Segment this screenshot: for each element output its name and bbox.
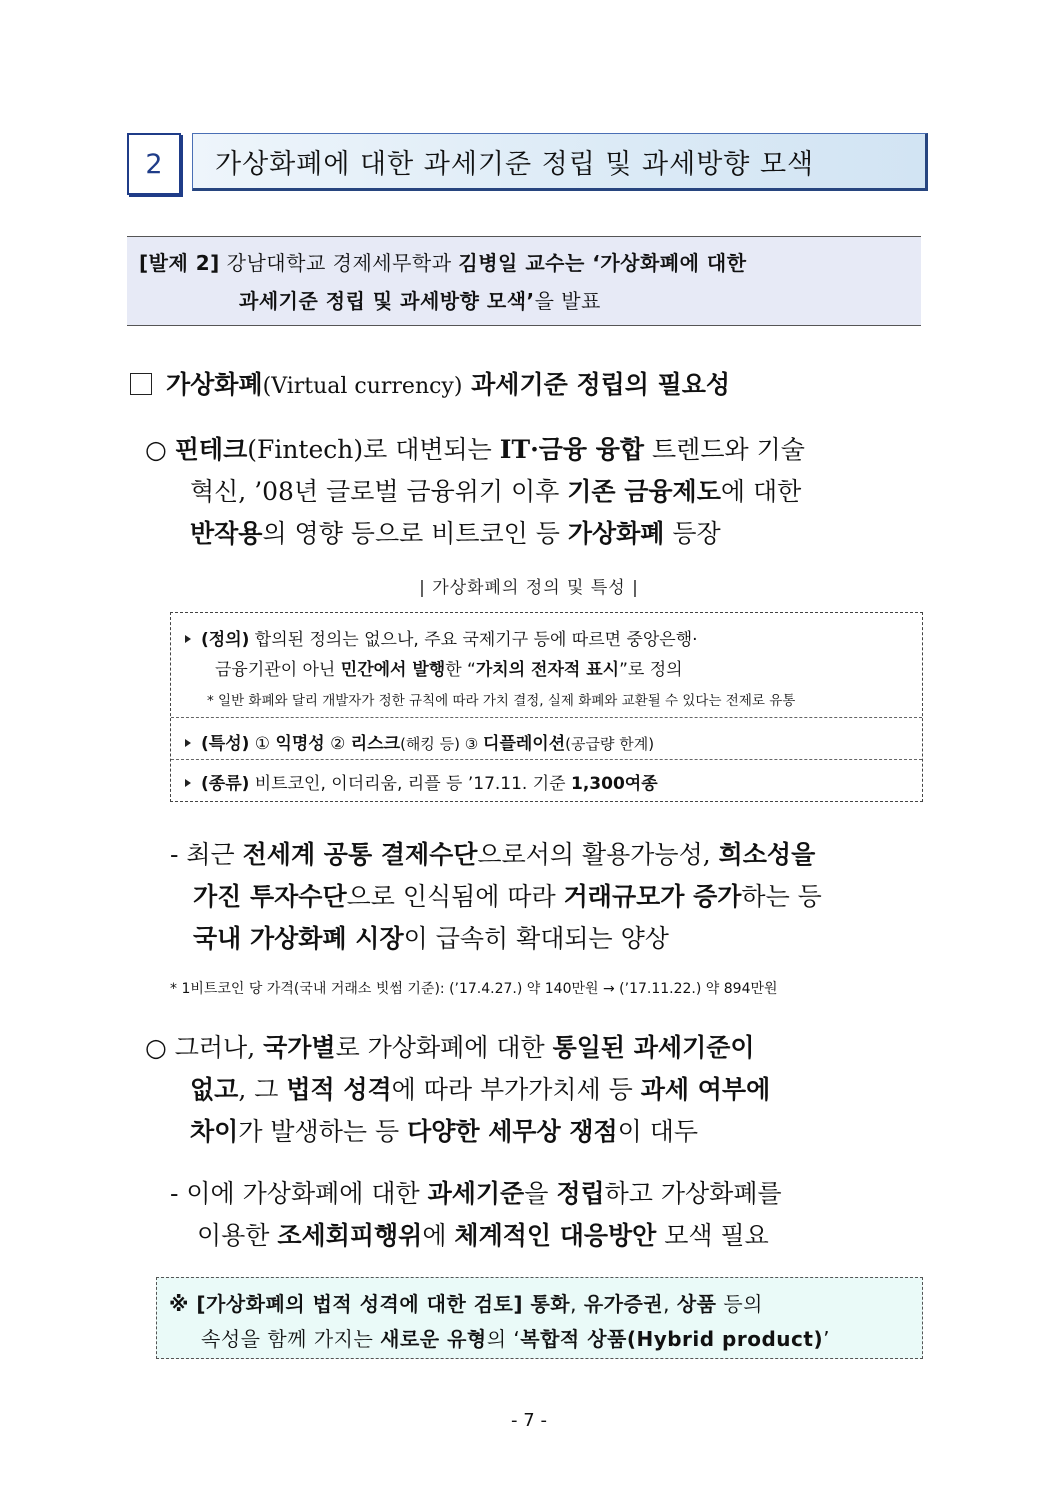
heading-en: (Virtual currency)	[262, 374, 463, 399]
section-title: 가상화폐에 대한 과세기준 정립 및 과세방향 모색	[192, 133, 928, 191]
bullet-circle: ○	[145, 435, 175, 464]
triangle-bullet-icon	[185, 779, 191, 787]
text: 비트코인, 이더리움, 리플 등 ’17.11. 기준	[249, 774, 571, 794]
para4-line1	[170, 1172, 782, 1216]
text-bold: 전세계 공통 결제수단	[242, 840, 478, 869]
text: 로 가상화폐에 대한	[335, 1033, 553, 1062]
text: 이 급속히 확대되는 양상	[403, 924, 669, 953]
text: 을	[524, 1179, 557, 1208]
para1-line3	[190, 512, 721, 556]
text: 의 ‘	[486, 1327, 521, 1351]
presentation-text-end: 을 발표	[534, 289, 601, 313]
price-note: * 1비트코인 당 가격(국내 거래소 빗썸 기준): (’17.4.27.) 약 140만원 → (’17.11.22.) 약 894만원	[170, 981, 778, 997]
section-number: 2	[127, 133, 181, 195]
presentation-tag: [발제 2]	[139, 251, 220, 275]
text: 이 대두	[617, 1117, 699, 1146]
text-bold: 통일된 과세기준이	[552, 1033, 755, 1062]
text: 속성을 함께 가지는	[201, 1327, 381, 1351]
text: ②	[324, 734, 351, 754]
divider	[171, 717, 922, 718]
text: 에 따라 부가가치세 등	[391, 1075, 641, 1104]
triangle-bullet-icon	[185, 635, 191, 643]
text: ○ 그러나,	[145, 1033, 264, 1062]
text: - 이에 가상화폐에 대한	[170, 1179, 428, 1208]
presentation-speaker: 김병일 교수는 ‘가상화폐에 대한	[458, 251, 747, 275]
text: 하고 가상화폐를	[604, 1179, 782, 1208]
text-bold: 상품	[676, 1292, 717, 1316]
text-bold: 반작용	[190, 519, 263, 548]
text-bold: 가치의 전자적 표시	[475, 660, 620, 680]
text-bold: ※ [가상화폐의 법적 성격에 대한 검토] 통화	[169, 1292, 571, 1316]
triangle-bullet-icon	[185, 739, 191, 747]
text-bold: 다양한 세무상 쟁점	[407, 1117, 618, 1146]
text-bold: 새로운 유형	[380, 1327, 487, 1351]
definition-row-1b	[215, 655, 683, 680]
text: 으로 인식됨에 따라	[346, 882, 564, 911]
para1-line2	[190, 470, 801, 514]
presentation-line-2	[239, 282, 601, 320]
definition-row-2	[185, 729, 654, 754]
review-line-2	[201, 1323, 830, 1352]
text-bold: 국내 가상화폐 시장	[193, 924, 404, 953]
text-bold: 거래규모가 증가	[563, 882, 742, 911]
text-bold: 기존 금융제도	[567, 477, 721, 506]
text: 트렌드와 기술	[644, 435, 805, 464]
text: (해킹 등) ③	[400, 735, 484, 753]
text: 모색 필요	[656, 1221, 769, 1250]
text-bold: 리스크	[350, 734, 401, 754]
text: 에	[422, 1221, 455, 1250]
text-bold: 조세회피행위	[277, 1221, 423, 1250]
para2-line3	[193, 917, 669, 961]
text-bold: 체계적인 대응방안	[454, 1221, 657, 1250]
definition-box	[170, 612, 923, 802]
legal-review-box	[156, 1277, 923, 1359]
text-bold: IT·금융 융합	[499, 435, 645, 464]
text: - 최근	[170, 840, 243, 869]
review-line-1	[169, 1288, 763, 1317]
text: 금융기관이 아닌	[215, 660, 341, 680]
para1-line1	[145, 428, 805, 472]
text-bold: 1,300여종	[571, 774, 658, 794]
text-bold: 정립	[556, 1179, 605, 1208]
text-bold: 유가증권	[583, 1292, 664, 1316]
text-bold: (종류)	[201, 774, 250, 794]
text: ①	[249, 734, 276, 754]
text-bold: 과세기준	[427, 1179, 525, 1208]
text: , 그	[238, 1075, 287, 1104]
presentation-line-1	[139, 244, 747, 282]
text: 에 대한	[720, 477, 802, 506]
text-bold: 복합적 상품(Hybrid product)	[520, 1327, 824, 1351]
text: 가 발생하는 등	[238, 1117, 408, 1146]
subsection-heading	[130, 365, 730, 401]
text: 한 “	[445, 660, 476, 680]
para3-line2	[190, 1068, 770, 1112]
text-bold: 디플레이션	[483, 734, 566, 754]
text-bold: 민간에서 발행	[340, 660, 446, 680]
text-bold: (정의)	[201, 630, 250, 650]
definition-row-3	[185, 769, 658, 794]
definition-note: * 일반 화폐와 달리 개발자가 정한 규칙에 따라 가치 결정, 실제 화폐와 교환될 수 있다는 전제로 유통	[207, 693, 796, 709]
text-bold: 가상화폐	[567, 519, 665, 548]
presentation-box	[127, 236, 921, 326]
text: 합의된 정의는 없으나, 주요 국제기구 등에 따르면 중앙은행·	[249, 630, 698, 650]
text: (공급량 한계)	[565, 735, 655, 753]
para3-line1	[145, 1026, 755, 1070]
page-number: - 7 -	[511, 1410, 547, 1431]
presentation-topic: 과세기준 정립 및 과세방향 모색’	[239, 289, 535, 313]
text: ,	[570, 1292, 584, 1316]
text-bold: 과세 여부에	[640, 1075, 771, 1104]
text: ,	[663, 1292, 677, 1316]
text: ”로 정의	[619, 660, 683, 680]
text: (Fintech)로 대변되는	[247, 435, 500, 464]
divider	[171, 759, 922, 760]
text-bold: 희소성을	[718, 840, 816, 869]
text-bold: 없고	[190, 1075, 239, 1104]
text: 하는 등	[741, 882, 822, 911]
para2-line1	[170, 833, 815, 877]
text-bold: 국가별	[263, 1033, 336, 1062]
heading-ko-2: 과세기준 정립의 필요성	[462, 370, 731, 399]
text: 혁신, ’08년 글로벌 금융위기 이후	[190, 477, 568, 506]
text-bold: 가진 투자수단	[193, 882, 347, 911]
para3-line3	[190, 1110, 698, 1154]
presentation-text: 강남대학교 경제세무학과	[219, 251, 459, 275]
checkbox-square-icon	[130, 373, 152, 395]
definition-caption: | 가상화폐의 정의 및 특성 |	[419, 578, 639, 598]
text-bold: 익명성	[275, 734, 325, 754]
text: 의 영향 등으로 비트코인 등	[262, 519, 568, 548]
text: 으로서의 활용가능성,	[477, 840, 719, 869]
text-bold: (특성)	[201, 734, 250, 754]
text-bold: 법적 성격	[286, 1075, 392, 1104]
para4-line2	[197, 1214, 769, 1258]
para2-line2	[193, 875, 822, 919]
text: 이용한	[197, 1221, 278, 1250]
text: ’	[823, 1327, 830, 1351]
definition-row-1a	[185, 625, 698, 650]
heading-ko-1: 가상화폐	[166, 370, 263, 399]
text-bold: 차이	[190, 1117, 239, 1146]
text: 등장	[664, 519, 721, 548]
text: 등의	[716, 1292, 763, 1316]
text-bold: 핀테크	[174, 435, 248, 464]
